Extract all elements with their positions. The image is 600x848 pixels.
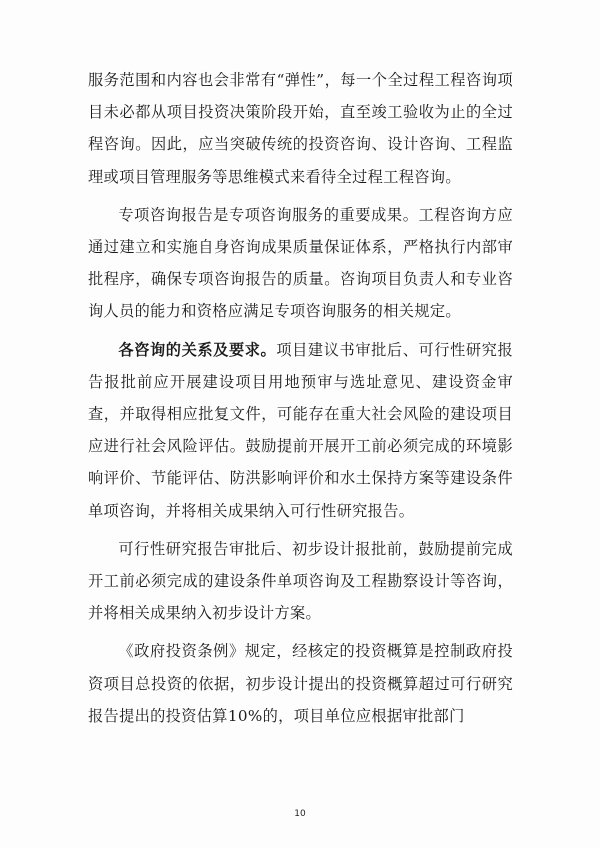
paragraph-3 [88,334,513,527]
document-body [88,64,513,738]
paragraph-1-text: 服务范围和内容也会非常有“弹性”，每一个全过程工程咨询项目未必都从项目投资决策阶段开始，直至竣工验收为止的全过程咨询。因此，应当突破传统的投资咨询、设计咨询、工程监理或项目管理服务等思维模式来看待全过程工程咨询。 [88,71,513,186]
paragraph-5-text: 《政府投资条例》规定，经核定的投资概算是控制政府投资项目总投资的依据，初步设计提出的投资概算超过可行研究报告提出的投资估算10%的，项目单位应根据审批部门 [88,642,513,725]
paragraph-2-text: 专项咨询报告是专项咨询服务的重要成果。工程咨询方应通过建立和实施自身咨询成果质量保证体系，严格执行内部审批程序，确保专项咨询报告的质量。咨询项目负责人和专业咨询人员的能力和资格应满足专项咨询服务的相关规定。 [88,205,513,321]
paragraph-1 [88,64,513,193]
paragraph-3-lead: 各咨询的关系及要求。 [118,340,277,359]
paragraph-4-text: 可行性研究报告审批后、初步设计报批前，鼓励提前完成开工前必须完成的建设条件单项咨询及工程勘察设计等咨询，并将相关成果纳入初步设计方案。 [88,539,513,623]
paragraph-3-text: 项目建议书审批后、可行性研究报告报批前应开展建设项目用地预审与选址意见、建设资金审查，并取得相应批复文件，可能存在重大社会风险的建设项目应进行社会风险评估。鼓励提前开展开工前必须完成的环境影响评价、节能评估、防洪影响评价和水土保持方案等建设条件单项咨询，并将相关成果纳入可行性研究报告。 [88,340,514,520]
paragraph-2 [88,199,513,328]
paragraph-5 [88,635,513,732]
paragraph-4 [88,533,513,630]
page-number: 10 [294,809,306,819]
